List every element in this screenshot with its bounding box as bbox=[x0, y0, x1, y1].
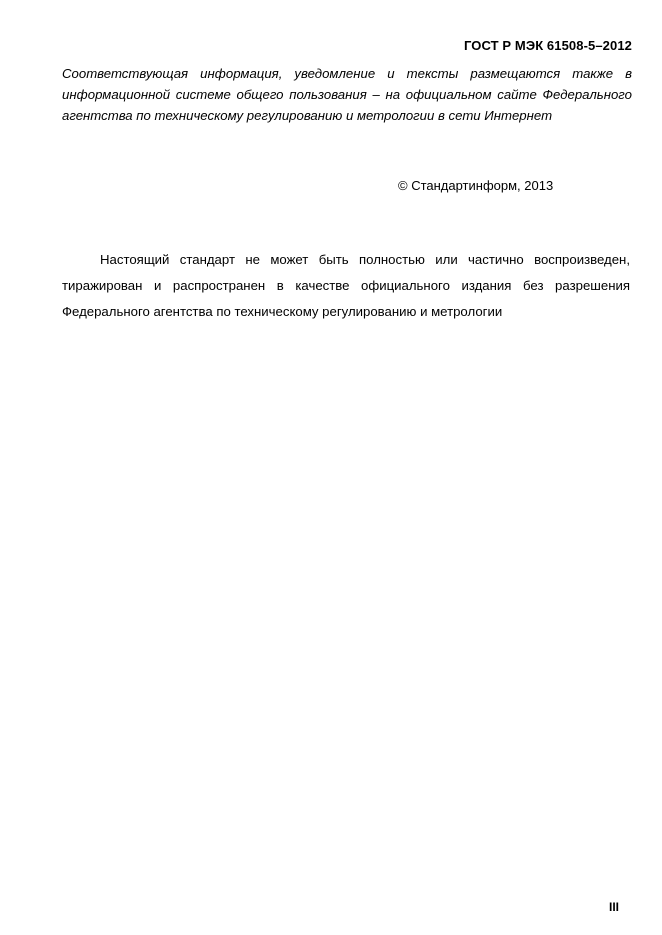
notice-line: информационной системе общего пользования – на официальном сайте Федерального bbox=[62, 87, 632, 102]
reproduction-statement bbox=[62, 247, 630, 325]
page-number: III bbox=[609, 900, 620, 914]
copyright-notice: © Стандартинформ, 2013 bbox=[398, 178, 554, 193]
document-code-header: ГОСТ Р МЭК 61508-5–2012 bbox=[464, 38, 632, 53]
statement-line: Федерального агентства по техническому регулированию и метрологии bbox=[62, 304, 503, 319]
statement-line: Настоящий стандарт не может быть полностью или частично воспроизведен, bbox=[100, 252, 630, 267]
notice-line: агентства по техническому регулированию и метрологии в сети Интернет bbox=[62, 108, 553, 123]
statement-line: тиражирован и распространен в качестве официального издания без разрешения bbox=[62, 278, 630, 293]
notice-line: Соответствующая информация, уведомление и тексты размещаются также в bbox=[62, 66, 632, 81]
publication-notice bbox=[62, 63, 632, 126]
